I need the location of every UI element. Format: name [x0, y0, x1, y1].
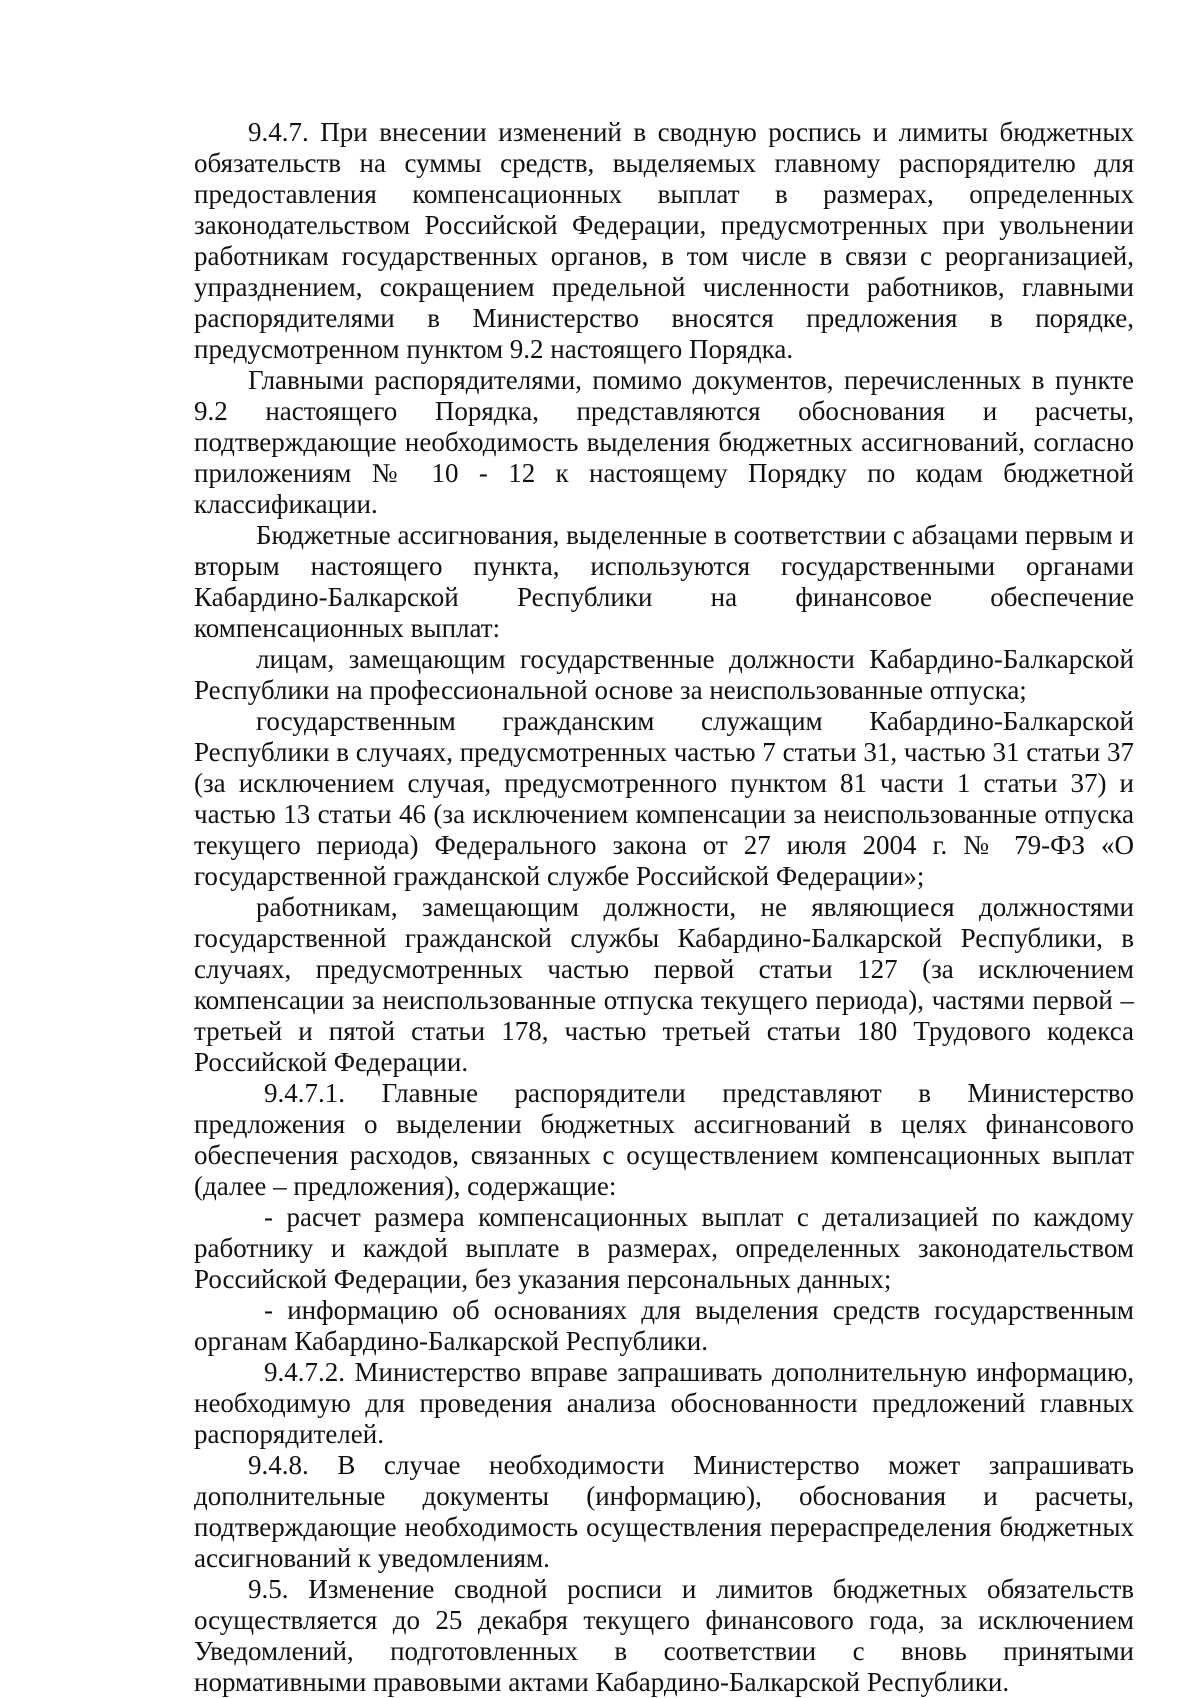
document-body: [194, 117, 1134, 1698]
list-item-civil-servants: государственным гражданским служащим Кабардино-Балкарской Республики в случаях, предусмотренных частью 7 статьи 31, частью 31 статьи 37 (за исключением случая, предусмотренного пунктом 81 части 1 статьи 37) и частью 13 статьи 46 (за исключением компенсации за неиспользованные отпуска текущего периода) Федерального закона от 27 июля 2004 г. № 79-ФЗ «О государственной гражданской службе Российской Федерации»;: [194, 706, 1134, 891]
paragraph-justifications: Главными распорядителями, помимо документов, перечисленных в пункте 9.2 настоящего Порядка, представляются обоснования и расчеты, подтверждающие необходимость выделения бюджетных ассигнований, согласно приложениям № 10 - 12 к настоящему Порядку по кодам бюджетной классификации.: [194, 365, 1134, 519]
paragraph-9-4-7-1: 9.4.7.1. Главные распорядители представляют в Министерство предложения о выделении бюджетных ассигнований в целях финансового обеспечения расходов, связанных с осуществлением компенсационных выплат (далее – предложения), содержащие:: [194, 1078, 1134, 1201]
paragraph-9-4-8: 9.4.8. В случае необходимости Министерство может запрашивать дополнительные документы (информацию), обоснования и расчеты, подтверждающие необходимость осуществления перераспределения бюджетных ассигнований к уведомлениям.: [194, 1450, 1134, 1573]
paragraph-allocations: Бюджетные ассигнования, выделенные в соответствии с абзацами первым и вторым настоящего пункта, используются государственными органами Кабардино-Балкарской Республики на финансовое обеспечение компенсационных выплат:: [194, 520, 1134, 643]
paragraph-9-4-7: 9.4.7. При внесении изменений в сводную роспись и лимиты бюджетных обязательств на суммы средств, выделяемых главному распорядителю для предоставления компенсационных выплат в размерах, определенных законодательством Российской Федерации, предусмотренных при увольнении работникам государственных органов, в том числе в связи с реорганизацией, упразднением, сокращением предельной численности работников, главными распорядителями в Министерство вносятся предложения в порядке, предусмотренном пунктом 9.2 настоящего Порядка.: [194, 117, 1134, 364]
paragraph-9-5: 9.5. Изменение сводной росписи и лимитов бюджетных обязательств осуществляется до 25 декабря текущего финансового года, за исключением Уведомлений, подготовленных в соответствии с вновь принятыми нормативными правовыми актами Кабардино-Балкарской Республики.: [194, 1574, 1134, 1697]
list-item-calculation: - расчет размера компенсационных выплат с детализацией по каждому работнику и каждой выплате в размерах, определенных законодательством Российской Федерации, без указания персональных данных;: [194, 1202, 1134, 1294]
list-item-employees: работникам, замещающим должности, не являющиеся должностями государственной гражданской службы Кабардино-Балкарской Республики, в случаях, предусмотренных частью первой статьи 127 (за исключением компенсации за неиспользованные отпуска текущего периода), частями первой – третьей и пятой статьи 178, частью третьей статьи 180 Трудового кодекса Российской Федерации.: [194, 892, 1134, 1077]
paragraph-9-4-7-2: 9.4.7.2. Министерство вправе запрашивать дополнительную информацию, необходимую для проведения анализа обоснованности предложений главных распорядителей.: [194, 1357, 1134, 1449]
list-item-grounds: - информацию об основаниях для выделения средств государственным органам Кабардино-Балкарской Республики.: [194, 1295, 1134, 1356]
list-item-officials: лицам, замещающим государственные должности Кабардино-Балкарской Республики на профессиональной основе за неиспользованные отпуска;: [194, 644, 1134, 705]
